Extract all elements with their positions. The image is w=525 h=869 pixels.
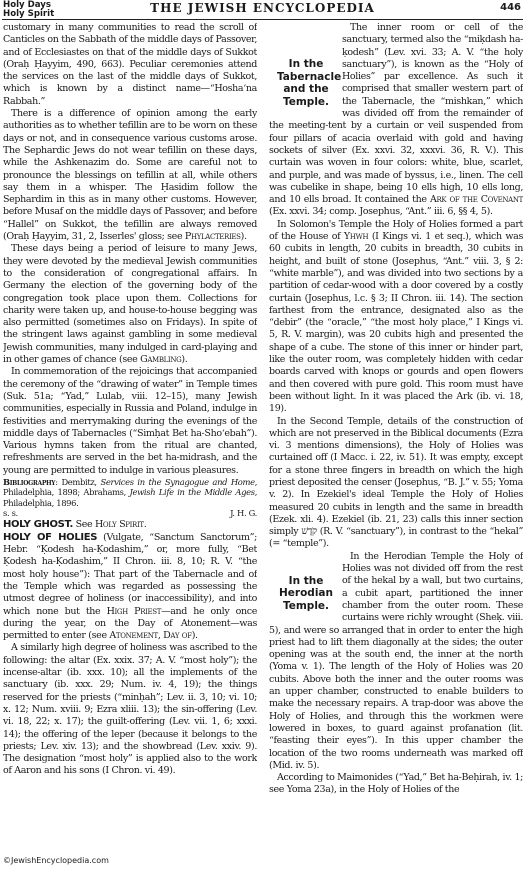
cross-reference-link[interactable]: Gambling: [140, 354, 182, 366]
text: (Ex. xxvi. 34; comp. Josephus, “Ant.” iii. 6, §§ 4, 5).: [269, 206, 493, 218]
text: , Philadelphia, 1896.: [3, 487, 257, 508]
paragraph: customary in many communities to read the scroll of Canticles on the Sabbath of the middle days of Passover, and of Ecclesiastes on that of the middle days of Sukkot (Oraḥ Ḥayyim, 490, 663). Peculiar ceremonies attend the services on the last of the middle days of Sukkot, which is known by a distinct name—“Hosha‘na Rabbah.”: [3, 22, 257, 107]
article-signature: [3, 508, 257, 519]
text: : Dembitz,: [55, 476, 101, 487]
book-title: Jewish Life in the Middle Ages: [129, 487, 255, 498]
text: ).: [191, 630, 198, 642]
entry-headword: HOLY OF HOLIES: [3, 531, 98, 543]
running-title: THE JEWISH ENCYCLOPEDIA: [150, 1, 375, 15]
author-initials-left: s. s.: [3, 508, 18, 519]
cross-reference-link[interactable]: Holy Spirit: [95, 519, 144, 531]
bibliography-label: Bibliography: [3, 476, 56, 487]
paragraph: [3, 108, 257, 243]
text: (I Kings vi. 1 et seq.), which was 60 cubits in length, 20 cubits in breadth, 30 cubits in height, and built of stone (Josephus, “Ant.” viii. 3, § 2: “white marble”), and was divided into two sections by a partition of cedar-wood with a door covered by a costly curtain (Josephus, l.c. § 3; II Chron. iii. 14). The section farthest from the entrance, designated also as the “debir” (the “oracle,” “the most holy place,” I Kings vi. 5, R. V. margin), was 20 cubits high and presented the shape of a cube. The stone of this inner or hinder part, like the outer room, was completely hidden with cedar boards carved with knops or gourds and open flowers and then covered with pure gold. This room must have been without light. In it was placed the Ark (ib. vi. 18, 19).: [269, 231, 523, 415]
side-heading-line: In the: [288, 574, 324, 587]
text: In the Second Temple, details of the construction of which are not preserved in the Biblical documents (Ezra vi. 3 mentions dimensions), the Holy of Holies was curtained off (I Macc. i. 22, iv. 51). It was empty, except for a stone three fingers in breadth on which the high priest deposited the censer (Josephus, “B. J.” v. 55; Yoma v. 2). In Ezekiel's ideal Temple the Holy of Holies measured 20 cubits in length and the same in breadth (Ezek. xli. 4). Ezekiel (ib. 21, 23) calls this inner section simply: [269, 415, 523, 538]
cross-reference-link[interactable]: Yhwh: [343, 231, 369, 243]
paragraph: [269, 22, 523, 219]
paragraph: In commemoration of the rejoicings that accompanied the ceremony of the “drawing of water” in Temple times (Suk. 51a; “Yad,” Lulab, viii. 12–15), many Jewish communities, especially in Russia and Poland, indulge in festivities and merrymaking during the evenings of the middle days of Tabernacles (“Simḥat Bet ha-Sho‘ebah”). Various hymns taken from the ritual are chanted, refreshments are served in the bet ha-midrash, and the young are permitted to indulge in various pleasures.: [3, 366, 257, 476]
side-heading: [269, 58, 342, 108]
text: The inner room or cell of the sanctuary, termed also the “miḳdash ha-ḳodesh” (Lev. xvi. 33; A. V. “the holy sanctuary”), is known as the “Holy of Holies” par excellence. As such it comprised that smaller western part of the Tabernacle, the “mishkan,” which was divided off from the remainder of the meeting-tent by a curtain or veil suspended from four pillars of acacia overlaid with gold and having sockets of silver (Ex. xxvi. 32, xxxvi. 36, R. V.). This curtain was woven in four colors: white, blue, scarlet, and purple, and was made of byssus, i.e., linen. The cell was cubelike in shape, being 10 ells high, 10 ells long, and 10 ells broad. It contained the: [269, 22, 523, 206]
paragraph: [3, 243, 257, 366]
text: There is a difference of opinion among the early authorities as to whether tefillin are to be worn on these days or not, and in consequence various customs arose. The Sephardic Jews do not wear tefillin on these days, while the Ashkenazim do. Some are careful not to pronounce the blessings on tefillin at all, while others say them in a whisper. The Ḥasidim follow the Sephardim in this as in many other customs. However, before Musaf on the middle days of Passover, and before “Hallel” on Sukkot, the tefillin are always removed (Oraḥ Ḥayyim, 31, 2, Isserles' gloss; see: [3, 108, 257, 243]
page-number: 446: [500, 2, 521, 13]
right-column: [269, 22, 523, 854]
cross-reference-link[interactable]: Atonement, Day of: [109, 630, 192, 642]
hebrew-word: קֹדֶשׁ: [301, 526, 317, 538]
text: , Philadelphia, 1898; Abrahams,: [3, 476, 257, 498]
text: In Solomon's Temple the Holy of Holies formed a part of the House of: [269, 218, 523, 243]
text: ).: [181, 354, 188, 366]
side-heading-line: Tabernacle: [277, 70, 342, 83]
page-header: [0, 0, 525, 20]
copyright-footer: ©JewishEncyclopedia.com: [3, 856, 109, 865]
paragraph: A similarly high degree of holiness was ascribed to the following: the altar (Ex. xxix. 37; A. V. “most holy”); the incense-altar (ib. xxx. 10); all the implements of the sanctuary (ib. xxx. 29; Num. iv. 4, 19); the things reserved for the priests (“minḥah”; Lev. ii. 3, 10; vi. 10; x. 12; Num. xviii. 9; Ezra xliii. 13); the sin-offering (Lev. vi. 18, 22; x. 17); the guilt-offering (Lev. vii. 1, 6; xxxi. 14); the offering of the leper (because it belongs to the priests; Lev. xiv. 13); and the showbread (Lev. xxiv. 9). The designation “most holy” is applied also to the work of Aaron and his sons (I Chron. vi. 49).: [3, 642, 257, 777]
paragraph: [269, 219, 523, 416]
paragraph: [269, 551, 523, 772]
text: .: [143, 519, 147, 531]
header-rule: [2, 19, 523, 20]
bibliography: [3, 477, 257, 509]
left-column: [3, 22, 257, 854]
entry-headword: HOLY GHOST.: [3, 519, 73, 531]
side-heading: [269, 575, 335, 613]
cross-reference-link[interactable]: Phylacteries: [184, 231, 241, 243]
side-heading-line: Temple.: [282, 599, 330, 612]
book-title: Services in the Synagogue and Home: [100, 476, 255, 487]
cross-reference-link[interactable]: Ark of the Covenant: [429, 194, 523, 206]
text: These days being a period of leisure to many Jews, they were devoted by the medieval Jewish communities to the consideration of congregational affairs. In Germany the election of the governing body of the congregation took place upon them. Collections for charity were taken up, and house-to-house begging was also permitted (sometimes also on Fridays). In spite of the stringent laws against gambling in some medieval Jewish communities, many indulged in card-playing and in other games of chance (see: [3, 243, 257, 366]
entry-holy-of-holies: [3, 532, 257, 643]
side-heading-line: Temple.: [282, 95, 330, 108]
text: (R. V. “sanctuary”), in contrast to the “hekal” (= “temple”).: [269, 526, 523, 550]
entry-holy-ghost: [3, 519, 257, 531]
author-initials-right: J. H. G.: [230, 508, 257, 519]
text: (Vulgate, “Sanctum Sanctorum”; Hebr. “Ḳodesh ha-Ḳodashim,” or, more fully, “Bet Ḳodesh ha-Ḳodashim,” II Chron. iii. 8, 10; R. V. “the most holy house”): That part of the Tabernacle and of the Temple which was regarded as possessing the utmost degree of holiness (or inaccessibility), and into which none but the: [3, 531, 257, 617]
side-heading-line: and the: [283, 83, 329, 96]
text: See: [72, 519, 95, 531]
guide-word-first: Holy Days: [3, 0, 52, 10]
side-heading-line: In the: [288, 58, 324, 70]
side-heading-line: Herodian: [279, 587, 333, 600]
guide-word-last: Holy Spirit: [3, 8, 55, 19]
paragraph: According to Maimonides (“Yad,” Bet ha-Beḥirah, iv. 1; see Yoma 23a), in the Holy of Holies of the: [269, 772, 523, 796]
paragraph: [269, 416, 523, 551]
text: In the Herodian Temple the Holy of Holies was not divided off from the rest of the hekal by a wall, but two curtains, a cubit apart, partitioned the inner chamber from the outer room. These curtains were richly wrought (Sheḳ. viii. 5), and were so arranged that in order to enter the high priest had to lift them diagonally at the sides; the outer opening was at the south end, the inner at the north (Yoma v. 1). The length of the Holy of Holies was 20 cubits. Above both the inner and the outer rooms was an upper chamber, constructed to enable builders to make the necessary repairs. A trap-door was above the Holy of Holies, and through this the workmen were lowered in boxes, to guard against profanation (lit. “feasting their eyes”). In this upper chamber the location of the two rooms underneath was marked off (Mid. iv. 5).: [269, 550, 523, 771]
text: ).: [240, 231, 247, 243]
cross-reference-link[interactable]: High Priest: [106, 605, 162, 617]
text: —and he only once during the year, on the Day of Atonement—was permitted to enter (see: [3, 605, 257, 642]
